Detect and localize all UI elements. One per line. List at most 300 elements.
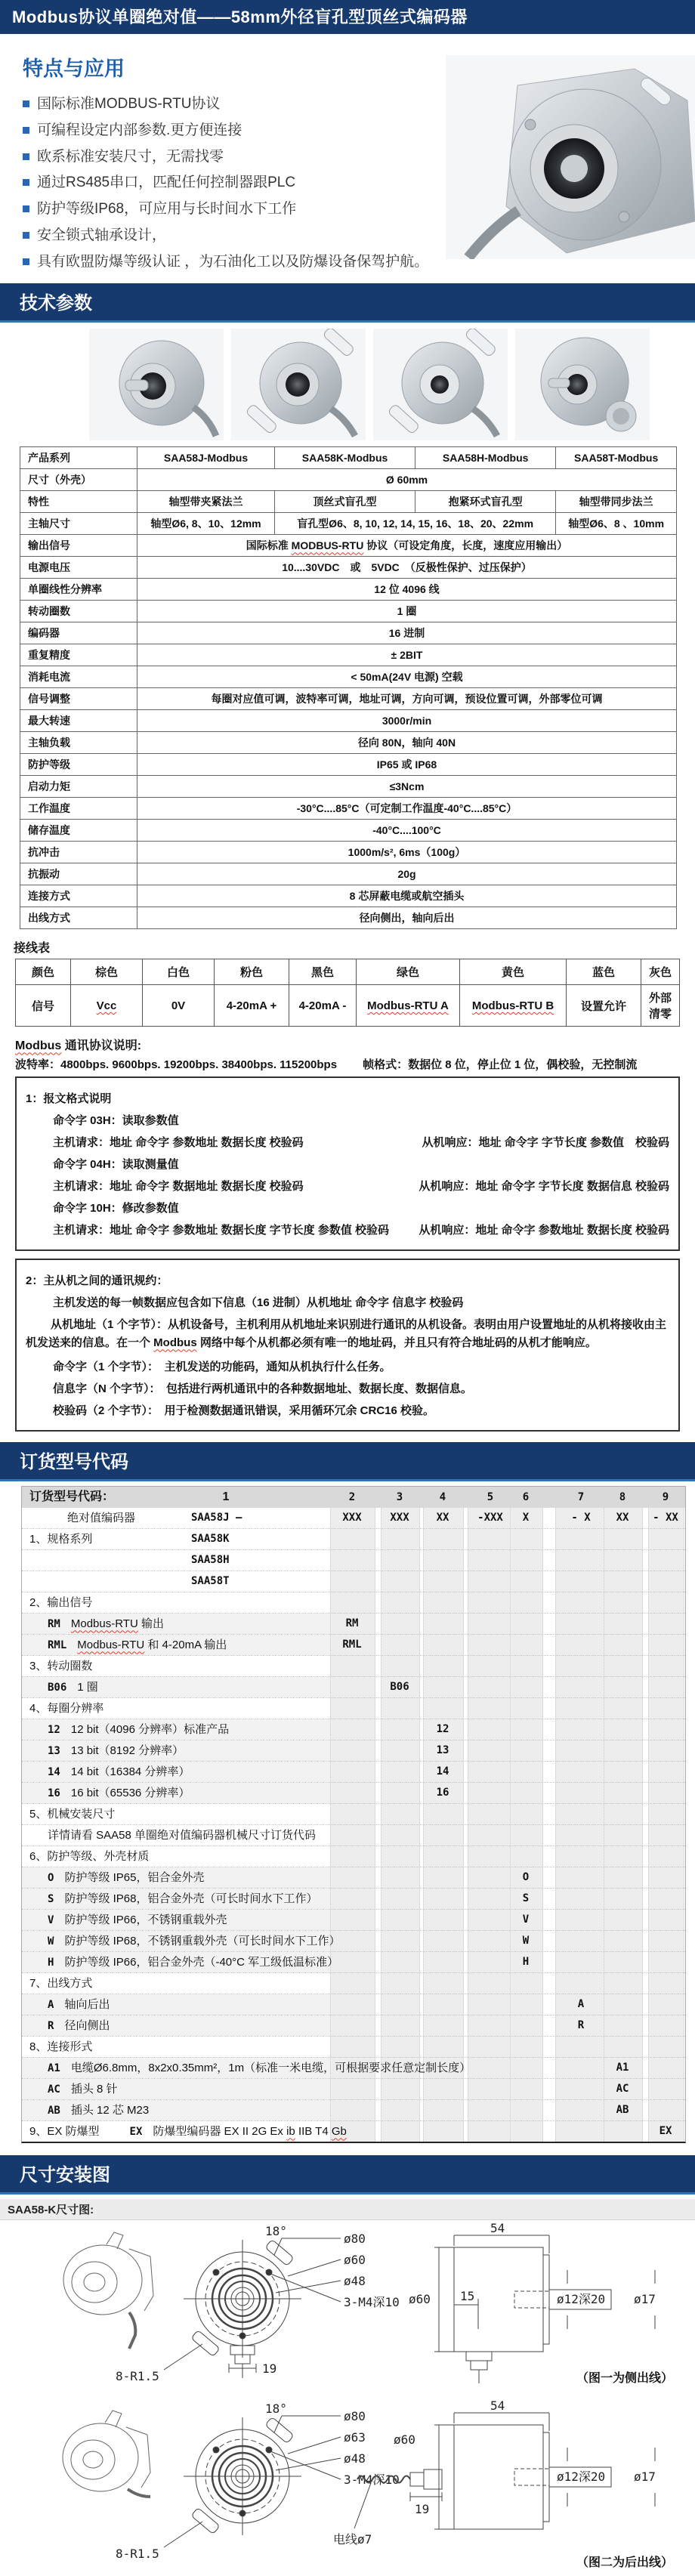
cmd-03-frames — [53, 1134, 669, 1150]
table-row — [20, 820, 677, 842]
page-title: Modbus协议单圈绝对值——58mm外径盲孔型顶丝式编码器 — [0, 0, 695, 34]
option-row — [22, 1571, 685, 1592]
row-label: 特性 — [20, 491, 137, 513]
product-photo-saa58t — [515, 329, 650, 440]
table-row — [20, 863, 677, 885]
features-heading: 特点与应用 — [23, 57, 125, 80]
cell: 轴型带夹紧法兰 — [137, 491, 275, 513]
feature-text: 国际标准MODBUS-RTU协议 — [37, 96, 221, 112]
code: XX — [616, 1512, 629, 1524]
option-key: A — [48, 1999, 54, 2012]
option-row — [22, 2079, 685, 2100]
dim-label: 15 — [460, 2289, 475, 2304]
text: 电缆Ø6.8mm，8x2x0.35mm²，1m（标准一米电缆，可根据要求任意定制长度） — [70, 2062, 471, 2075]
option-text — [48, 1783, 190, 1804]
cell: 轴型Ø6、8 、10mm — [556, 513, 677, 535]
feature-item — [23, 95, 431, 113]
table-row — [20, 754, 677, 776]
section-title: 8、连接形式 — [29, 2040, 93, 2054]
cell: 12 位 4096 线 — [137, 579, 677, 601]
row-label: 抗冲击 — [20, 842, 137, 863]
text: 防护等级 IP66，铝合金外壳（-40°C 军工级低温标准） — [64, 1956, 339, 1969]
cmd-byte: 命令字（1 个字节）： 主机发送的功能码，通知从机执行什么任务。 — [53, 1361, 391, 1374]
text: 防护等级 IP68，不锈钢重载外壳（可长时间水下工作） — [64, 1935, 341, 1948]
code: B06 — [390, 1681, 409, 1694]
row-label: 电源电压 — [20, 557, 137, 579]
cell: 轴型带同步法兰 — [556, 491, 677, 513]
row-label: 工作温度 — [20, 798, 137, 820]
cmd-10: 命令字 10H：修改参数值 — [53, 1202, 179, 1215]
option-text — [48, 2015, 110, 2037]
option-key: RML — [48, 1639, 67, 1652]
dim-label: ø17 — [634, 2292, 656, 2307]
feature-text: 欧系标准安装尺寸，无需找零 — [37, 148, 224, 165]
dim-label: 54 — [490, 2398, 505, 2414]
option-key: 16 — [48, 1787, 60, 1800]
option-text — [48, 1635, 227, 1656]
table-row — [20, 644, 677, 666]
host-request: 主机请求：地址 命令字 数据地址 数据长度 校验码 — [53, 1180, 304, 1194]
text: Modbus-RTU B — [471, 999, 554, 1012]
option-key: AC — [48, 2083, 60, 2096]
box-title: 2：主从机之间的通讯规约： — [26, 1274, 168, 1288]
option-key: O — [48, 1872, 54, 1885]
option-row — [22, 1867, 685, 1889]
dimension-figure-label: SAA58-K尺寸图: — [0, 2199, 695, 2220]
text: IIB T4 — [295, 2125, 332, 2139]
option-key: 12 — [48, 1724, 60, 1737]
bullet-square-icon — [23, 258, 29, 265]
option-text — [48, 1889, 317, 1910]
text: Vcc — [96, 999, 117, 1012]
option-key: EX — [129, 2126, 143, 2139]
row-label: 产品系列 — [20, 447, 137, 469]
ordering-header-row — [22, 1487, 685, 1508]
section-row-ex — [22, 2121, 685, 2142]
feature-text: 通过RS485串口，匹配任何控制器跟PLC — [37, 175, 296, 191]
header-label: 订货型号代码： — [29, 1490, 115, 1504]
row-label: 消耗电流 — [20, 666, 137, 688]
code: V — [522, 1913, 530, 1926]
option-text — [48, 1994, 110, 2015]
table-row — [20, 688, 677, 710]
section-note: 详情请看 SAA58 单圈绝对值编码器机械尺寸订货代码 — [48, 1829, 317, 1842]
base-model-row — [22, 1508, 685, 1529]
protocol-box-1 — [15, 1076, 680, 1251]
cell: < 50mA(24V 电源) 空载 — [137, 666, 677, 688]
side-view — [354, 2413, 655, 2529]
cell: ≤3Ncm — [137, 776, 677, 798]
text: 协议（可设定角度，长度，速度应用输出） — [363, 539, 568, 552]
feature-text: 防护等级IP68，可应用与长时间水下工作 — [37, 201, 297, 217]
row-label: 重复精度 — [20, 644, 137, 666]
option-text — [48, 1910, 227, 1931]
hero-product-image — [446, 55, 695, 259]
option-row — [22, 1762, 685, 1783]
option-key: B06 — [48, 1682, 67, 1694]
wire-header: 颜色 — [16, 959, 71, 985]
option-text — [29, 2121, 347, 2142]
option-text — [48, 1952, 338, 1973]
text: 国际标准 — [246, 539, 292, 552]
code: O — [522, 1871, 530, 1884]
table-row — [20, 798, 677, 820]
code: RM — [345, 1617, 359, 1630]
text: Gb — [331, 2125, 347, 2139]
option-key: R — [48, 2020, 54, 2033]
option-key: W — [48, 1935, 54, 1948]
crc-byte: 校验码（2 个字节）： 用于检测数据通讯错误，采用循环冗余 CRC16 校验。 — [53, 1404, 435, 1418]
box-title: 1：报文格式说明 — [26, 1092, 112, 1106]
wire-header: 信号 — [16, 985, 71, 1027]
feature-item — [23, 122, 431, 140]
section-row — [22, 1529, 685, 1550]
code: W — [522, 1935, 530, 1947]
code: EX — [659, 2125, 672, 2138]
row-label: 转动圈数 — [20, 601, 137, 622]
cell: 外部清零 — [641, 985, 680, 1027]
frame-info: 主机发送的每一帧数据应包含如下信息（16 进制）从机地址 命令字 信息字 校验码 — [53, 1296, 464, 1310]
row-label: 信号调整 — [20, 688, 137, 710]
position-number: 8 — [619, 1491, 626, 1504]
bullet-square-icon — [23, 153, 29, 160]
front-view — [164, 2416, 341, 2547]
cell — [137, 535, 677, 557]
cell: 径向侧出，轴向后出 — [137, 907, 677, 929]
product-photo-saa58k — [231, 329, 366, 440]
dim-label: ø63 — [344, 2430, 366, 2445]
option-key: 13 — [48, 1745, 60, 1758]
row-label: 主轴尺寸 — [20, 513, 137, 535]
section-title: 6、防护等级、外壳材质 — [29, 1850, 150, 1864]
table-row — [20, 535, 677, 557]
text: 网络中每个从机都必须有唯一的地址码，并且只有符合地址码的从机才能响应。 — [196, 1336, 597, 1350]
text: 和 4-20mA 输出 — [144, 1639, 227, 1652]
section-row — [22, 1973, 685, 1994]
row-label: 防护等级 — [20, 754, 137, 776]
position-number: 5 — [486, 1491, 494, 1504]
option-key: V — [48, 1914, 54, 1927]
cell: 1000m/s², 6ms（100g） — [137, 842, 677, 863]
cell: 抱紧环式盲孔型 — [415, 491, 556, 513]
baud-rates: 波特率：4800bps. 9600bps. 19200bps. 38400bps. 115200bps — [15, 1058, 338, 1072]
cell: 设置允许 — [567, 985, 641, 1027]
row-label: 连接方式 — [20, 885, 137, 907]
option-text — [48, 1931, 340, 1952]
section-row — [22, 1698, 685, 1719]
option-row — [22, 1825, 685, 1846]
code: - X — [571, 1512, 591, 1524]
cell: 白色 — [143, 959, 215, 985]
product-photo-saa58j — [89, 329, 224, 440]
position-number: 9 — [662, 1491, 669, 1504]
code: R — [577, 2019, 585, 2032]
section-row — [22, 1846, 685, 1867]
cell: 粉色 — [215, 959, 289, 985]
feature-item — [23, 174, 431, 192]
option-text — [48, 1677, 98, 1698]
text: Modbus — [153, 1336, 197, 1350]
code: RML — [342, 1639, 362, 1651]
code: S — [522, 1892, 530, 1905]
protocol-title — [15, 1036, 695, 1053]
dim-label: 8-R1.5 — [116, 2369, 159, 2384]
option-row — [22, 1931, 685, 1952]
table-row — [20, 513, 677, 535]
base-model: SAA58J – — [191, 1512, 242, 1524]
table-row — [20, 776, 677, 798]
slave-address-paragraph — [26, 1316, 669, 1352]
iso-sketch — [63, 2411, 150, 2497]
option-text — [48, 1762, 190, 1783]
row-label: 主轴负载 — [20, 732, 137, 754]
option-row — [22, 1677, 685, 1698]
cell: Ø 60mm — [137, 469, 677, 491]
option-key: AB — [48, 2105, 60, 2117]
bullet-square-icon — [23, 205, 29, 212]
cmd-04: 命令字 04H：读取测量值 — [53, 1158, 179, 1172]
dim-label: ø60 — [344, 2253, 366, 2268]
dim-label: ø80 — [344, 2232, 366, 2247]
figure-caption: （图一为侧出线） — [576, 2372, 674, 2386]
section-row — [22, 1804, 685, 1825]
features-list — [23, 95, 431, 270]
cell: 4-20mA + — [215, 985, 289, 1027]
text: 12 bit（4096 分辨率）标准产品 — [70, 1723, 230, 1737]
table-row — [20, 557, 677, 579]
dim-label: 3-M4深10 — [344, 2295, 400, 2310]
code: H — [522, 1956, 530, 1969]
cell: SAA58K-Modbus — [274, 447, 415, 469]
cell: 8 芯屏蔽电缆或航空插头 — [137, 885, 677, 907]
cell: 20g — [137, 863, 677, 885]
code: AC — [616, 2083, 629, 2096]
option-key: RM — [48, 1618, 60, 1631]
code: XXX — [342, 1512, 362, 1524]
table-row — [20, 732, 677, 754]
dim-label: 54 — [490, 2223, 505, 2236]
option-key: 14 — [48, 1766, 60, 1779]
protocol-box-2 — [15, 1259, 680, 1432]
cell: SAA58T-Modbus — [556, 447, 677, 469]
table-row — [20, 666, 677, 688]
text: MODBUS-RTU — [291, 539, 364, 552]
row-label: 抗振动 — [20, 863, 137, 885]
text: 插头 8 针 — [70, 2083, 118, 2096]
section-title: 4、每圈分辨率 — [29, 1702, 104, 1716]
section-row — [22, 2037, 685, 2058]
model-option: SAA58H — [191, 1554, 230, 1567]
ordering-code-table — [21, 1486, 686, 2143]
frame-format: 帧格式：数据位 8 位，停止位 1 位，偶校验，无控制流 — [363, 1058, 638, 1072]
code: 16 — [436, 1787, 449, 1799]
table-row — [20, 491, 677, 513]
cell: 10....30VDC 或 5VDC （反极性保护、过压保护） — [137, 557, 677, 579]
cmd-03: 命令字 03H：读取参数值 — [53, 1114, 179, 1128]
position-number: 6 — [522, 1491, 530, 1504]
cell: 蓝色 — [567, 959, 641, 985]
table-row — [20, 579, 677, 601]
cell: 0V — [143, 985, 215, 1027]
slave-response: 从机响应：地址 命令字 字节长度 数据信息 校验码 — [419, 1180, 669, 1194]
option-row — [22, 1910, 685, 1931]
option-text — [48, 2100, 149, 2121]
option-row — [22, 1994, 685, 2015]
cell: 1 圈 — [137, 601, 677, 622]
section-title: 5、机械安装尺寸 — [29, 1808, 116, 1821]
front-view — [164, 2238, 341, 2378]
code: X — [522, 1512, 530, 1524]
features-section — [0, 34, 695, 283]
code: 14 — [436, 1765, 449, 1778]
code: 13 — [436, 1744, 449, 1757]
feature-item — [23, 253, 431, 271]
section-title: 7、出线方式 — [29, 1977, 93, 1991]
code: -XXX — [477, 1512, 503, 1524]
section-row — [22, 1656, 685, 1677]
text: 13 bit（8192 分辨率） — [70, 1744, 184, 1758]
option-row — [22, 2058, 685, 2079]
row-label: 启动力矩 — [20, 776, 137, 798]
host-request: 主机请求：地址 命令字 参数地址 数据长度 校验码 — [53, 1136, 304, 1150]
position-number: 7 — [577, 1491, 585, 1504]
table-row — [20, 469, 677, 491]
table-row — [20, 447, 677, 469]
table-row — [16, 985, 680, 1027]
text: 1 圈 — [77, 1681, 98, 1694]
option-row — [22, 1952, 685, 1973]
model-option: SAA58K — [191, 1533, 230, 1546]
option-text — [48, 1614, 164, 1635]
row-label: 储存温度 — [20, 820, 137, 842]
info-byte: 信息字（N 个字节）： 包括进行两机通讯中的各种数据地址、数据长度、数据信息。 — [53, 1382, 473, 1396]
cell: 黑色 — [289, 959, 357, 985]
cell: 16 进制 — [137, 622, 677, 644]
cell: 径向 80N，轴向 40N — [137, 732, 677, 754]
protocol-baud-line — [15, 1056, 680, 1072]
dim-label: 18° — [265, 2224, 287, 2239]
cell: 轴型Ø6, 8、10、12mm — [137, 513, 275, 535]
cell: 3000r/min — [137, 710, 677, 732]
dim-label: ø12深20 — [557, 2469, 606, 2485]
row-label: 出线方式 — [20, 907, 137, 929]
bullet-square-icon — [23, 127, 29, 134]
cell: SAA58J-Modbus — [137, 447, 275, 469]
option-key: S — [48, 1893, 54, 1906]
feature-text: 具有欧盟防爆等级认证 ，为石油化工以及防爆设备保驾护航。 — [37, 253, 429, 270]
cell — [357, 985, 460, 1027]
text: 输出 — [137, 1617, 164, 1631]
slave-response: 从机响应：地址 命令字 字节长度 参数值 校验码 — [422, 1136, 669, 1150]
option-text — [48, 1740, 184, 1762]
figure-caption: （图二为后出线） — [576, 2556, 674, 2570]
section-title: 9、EX 防爆型 — [29, 2125, 100, 2139]
text: 从机地址（1 个字节）：从机设备号，主机利用从机地址来识别进行通讯的从机设备。表明由用户设置地址的从机将接收由主机发送来的信息。在一个 — [26, 1318, 667, 1350]
wiring-table-label: 接线表 — [14, 942, 51, 956]
section-title: 3、转动圈数 — [29, 1660, 93, 1673]
code: A1 — [616, 2062, 629, 2074]
text: 防护等级 IP68，铝合金外壳（可长时间水下工作） — [64, 1892, 318, 1906]
section-title: 1、规格系列 — [29, 1533, 93, 1546]
table-row — [20, 622, 677, 644]
dimension-drawing-fig1 — [16, 2223, 679, 2395]
product-photo-saa58h — [373, 329, 508, 440]
table-row — [20, 842, 677, 863]
dim-label: 19 — [415, 2502, 430, 2517]
feature-text: 安全锁式轴承设计， — [37, 227, 167, 243]
model-option: SAA58T — [191, 1575, 230, 1588]
cell: 4-20mA - — [289, 985, 357, 1027]
cell — [71, 985, 143, 1027]
code: A — [577, 1998, 585, 2011]
code: XXX — [390, 1512, 409, 1524]
dim-label: ø48 — [344, 2274, 366, 2289]
cell: 每圈对应值可调，波特率可调，地址可调，方向可调，预设位置可调，外部零位可调 — [137, 688, 677, 710]
option-row — [22, 1889, 685, 1910]
option-row — [22, 1614, 685, 1635]
ordering-section-heading: 订货型号代码 — [0, 1442, 695, 1481]
row-label: 尺寸（外壳） — [20, 469, 137, 491]
code: - XX — [653, 1512, 678, 1524]
cell: 盲孔型Ø6、8, 10, 12, 14, 15, 16、18、20、22mm — [274, 513, 555, 535]
option-text — [48, 2058, 471, 2079]
dimension-drawing-fig2 — [16, 2398, 679, 2576]
section-row — [22, 1592, 685, 1614]
option-key: A1 — [48, 2062, 60, 2075]
cell: SAA58H-Modbus — [415, 447, 556, 469]
dim-label: ø12深20 — [557, 2292, 606, 2307]
feature-item — [23, 148, 431, 166]
text: 通讯协议说明: — [61, 1039, 142, 1053]
dim-label: ø17 — [634, 2469, 656, 2485]
position-number: 4 — [439, 1491, 446, 1504]
dim-label: 电线ø7 — [333, 2532, 372, 2547]
dim-label: ø60 — [409, 2292, 431, 2307]
option-row — [22, 1635, 685, 1656]
row-label: 编码器 — [20, 622, 137, 644]
bullet-square-icon — [23, 232, 29, 239]
text: 16 bit（65536 分辨率） — [70, 1787, 190, 1800]
row-label: 单圈线性分辨率 — [20, 579, 137, 601]
code: AB — [616, 2104, 629, 2117]
feature-item — [23, 200, 431, 218]
slave-response: 从机响应：地址 命令字 参数地址 数据长度 校验码 — [419, 1224, 669, 1237]
table-row — [20, 885, 677, 907]
bullet-square-icon — [23, 179, 29, 186]
table-row — [16, 959, 680, 985]
option-text — [48, 1719, 229, 1740]
cell: -40°C....100°C — [137, 820, 677, 842]
table-row — [20, 710, 677, 732]
option-row — [22, 1719, 685, 1740]
dim-label: 8-R1.5 — [116, 2547, 159, 2562]
position-number: 1 — [222, 1490, 230, 1504]
cell: 顶丝式盲孔型 — [274, 491, 415, 513]
position-number: 3 — [396, 1491, 403, 1504]
dim-label: 19 — [262, 2361, 277, 2377]
tech-section-heading: 技术参数 — [0, 283, 695, 323]
cell: ± 2BIT — [137, 644, 677, 666]
host-request: 主机请求：地址 命令字 参数地址 数据长度 字节长度 参数值 校验码 — [53, 1224, 390, 1237]
text: Modbus-RTU — [70, 1617, 138, 1631]
wiring-table — [15, 959, 680, 1027]
cell: 棕色 — [71, 959, 143, 985]
cmd-04-frames — [53, 1178, 669, 1194]
product-name: 绝对值编码器 — [67, 1512, 136, 1525]
text: 14 bit（16384 分辨率） — [70, 1765, 190, 1779]
product-photo-row — [0, 323, 695, 445]
text: Modbus-RTU — [77, 1639, 145, 1652]
